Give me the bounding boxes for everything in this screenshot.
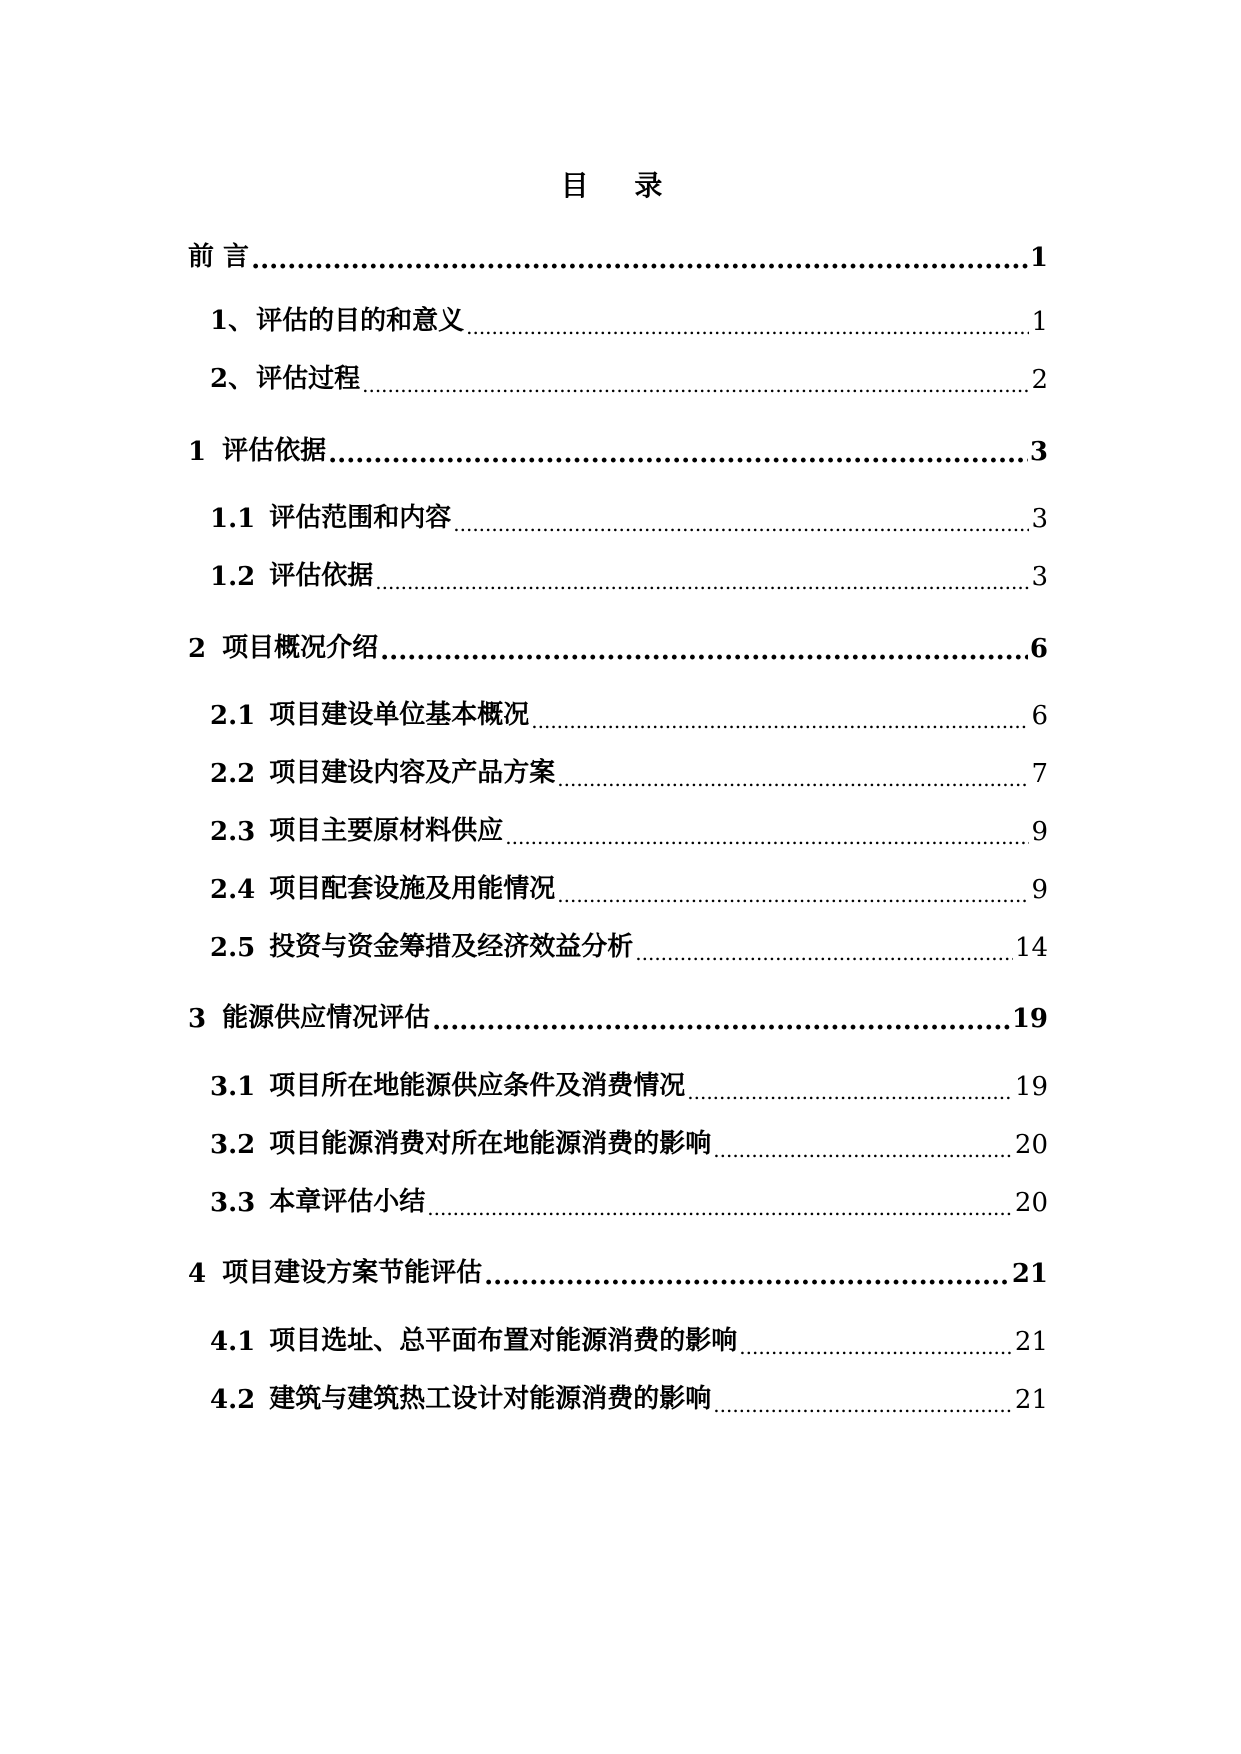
toc-entry-label: 评估的目的和意义 <box>256 306 465 336</box>
toc-entry-number: 4 <box>188 1259 207 1289</box>
toc-entry[interactable] <box>188 997 1048 1034</box>
toc-leader-dots <box>713 1389 1013 1415</box>
toc-entry[interactable] <box>210 868 1048 905</box>
toc-entry-number: 4.2 <box>210 1385 256 1415</box>
toc-entry-page: 21 <box>1014 1385 1048 1415</box>
toc-entry-number: 2 <box>188 634 207 664</box>
toc-entry-label: 项目配套设施及用能情况 <box>269 874 556 904</box>
toc-entry-page: 21 <box>1011 1259 1048 1289</box>
toc-entry-label: 投资与资金筹措及经济效益分析 <box>269 932 634 962</box>
toc-leader-dots <box>557 879 1029 905</box>
toc-entry-label: 评估过程 <box>256 364 361 394</box>
toc-entry-page: 6 <box>1029 634 1048 664</box>
toc-entry-page: 19 <box>1014 1072 1048 1102</box>
toc-entry-page: 3 <box>1031 562 1048 592</box>
toc-leader-dots <box>557 763 1029 789</box>
toc-entry-page: 3 <box>1029 437 1048 467</box>
toc-entry-page: 9 <box>1031 817 1048 847</box>
toc-entry[interactable] <box>210 1123 1048 1160</box>
toc-entry-number: 3.3 <box>210 1188 256 1218</box>
toc-entry[interactable] <box>210 810 1048 847</box>
toc-entry-page: 1 <box>1029 243 1048 273</box>
toc-entry[interactable] <box>188 627 1048 664</box>
toc-entry-page: 3 <box>1031 504 1048 534</box>
toc-entry-number: 3.1 <box>210 1072 256 1102</box>
toc-leader-dots <box>484 1263 1010 1289</box>
toc-entry-page: 6 <box>1031 701 1048 731</box>
toc-leader-dots <box>427 1192 1013 1218</box>
toc-leader-dots <box>531 705 1029 731</box>
toc-entry-label: 评估依据 <box>269 561 374 591</box>
toc-leader-dots <box>466 311 1029 337</box>
toc-entry-number: 2.5 <box>210 933 256 963</box>
toc-leader-dots <box>505 821 1029 847</box>
toc-leader-dots <box>432 1008 1010 1034</box>
toc-entry-label: 能源供应情况评估 <box>222 1003 431 1033</box>
toc-entry[interactable] <box>210 300 1048 337</box>
toc-entry-preface[interactable] <box>188 236 1048 273</box>
toc-entry-label: 项目建设内容及产品方案 <box>269 758 556 788</box>
toc-entry-label: 评估依据 <box>222 436 327 466</box>
toc-entry[interactable] <box>210 1065 1048 1102</box>
toc-entry[interactable] <box>210 1181 1048 1218</box>
toc-entry[interactable] <box>210 926 1048 963</box>
toc-entry-label: 建筑与建筑热工设计对能源消费的影响 <box>269 1384 712 1414</box>
toc-entry-page: 19 <box>1011 1004 1048 1034</box>
toc-entry-label: 项目建设单位基本概况 <box>269 700 530 730</box>
toc-leader-dots <box>739 1331 1013 1357</box>
toc-entry-number: 1 <box>188 437 207 467</box>
toc-entry-number: 2.2 <box>210 759 256 789</box>
toc-entry-page: 7 <box>1031 759 1048 789</box>
toc-entry-page: 20 <box>1014 1188 1048 1218</box>
toc-entry-label: 项目能源消费对所在地能源消费的影响 <box>269 1129 712 1159</box>
toc-entry[interactable] <box>188 430 1048 467</box>
toc-leader-dots <box>328 441 1028 467</box>
toc-entry-number: 1.2 <box>210 562 256 592</box>
toc-entry-page: 9 <box>1031 875 1048 905</box>
toc-entry[interactable] <box>210 752 1048 789</box>
toc-entry[interactable] <box>210 555 1048 592</box>
toc-leader-dots <box>687 1076 1013 1102</box>
toc-entry-page: 20 <box>1014 1130 1048 1160</box>
toc-entry-label: 前 言 <box>188 242 250 272</box>
toc-entry-number: 2.3 <box>210 817 256 847</box>
toc-entry-number: 3 <box>188 1004 207 1034</box>
toc-entry-page: 1 <box>1031 307 1048 337</box>
toc-leader-dots <box>453 508 1029 534</box>
toc-entry[interactable] <box>188 1252 1048 1289</box>
toc-entry-number: 1.1 <box>210 504 256 534</box>
toc-entry-page: 14 <box>1014 933 1048 963</box>
page-title: 目 录 <box>560 169 681 202</box>
toc-entry-label: 项目选址、总平面布置对能源消费的影响 <box>269 1326 738 1356</box>
toc-entry-number: 2.1 <box>210 701 256 731</box>
toc-leader-dots <box>251 247 1028 273</box>
toc-leader-dots <box>380 638 1028 664</box>
toc-entry-number: 2.4 <box>210 875 256 905</box>
toc-entry[interactable] <box>210 1378 1048 1415</box>
toc-entry[interactable] <box>210 694 1048 731</box>
toc-entry[interactable] <box>210 1320 1048 1357</box>
toc-entry-label: 项目主要原材料供应 <box>269 816 504 846</box>
toc-entry-label: 本章评估小结 <box>269 1187 426 1217</box>
toc-entry-label: 项目所在地能源供应条件及消费情况 <box>269 1071 686 1101</box>
toc-leader-dots <box>362 369 1029 395</box>
toc-entry-label: 评估范围和内容 <box>269 503 452 533</box>
toc-entry-number: 4.1 <box>210 1327 256 1357</box>
toc-entry-label: 项目概况介绍 <box>222 633 379 663</box>
toc-entry-label: 项目建设方案节能评估 <box>222 1258 483 1288</box>
toc-entry-number: 1、 <box>210 306 255 336</box>
toc-entry-page: 2 <box>1031 365 1048 395</box>
toc-entry-page: 21 <box>1014 1327 1048 1357</box>
toc-entry-number: 2、 <box>210 364 255 394</box>
toc-leader-dots <box>375 566 1029 592</box>
toc-entry-number: 3.2 <box>210 1130 256 1160</box>
toc-leader-dots <box>713 1134 1013 1160</box>
toc-entry[interactable] <box>210 497 1048 534</box>
toc-entry[interactable] <box>210 358 1048 395</box>
toc-leader-dots <box>635 937 1013 963</box>
